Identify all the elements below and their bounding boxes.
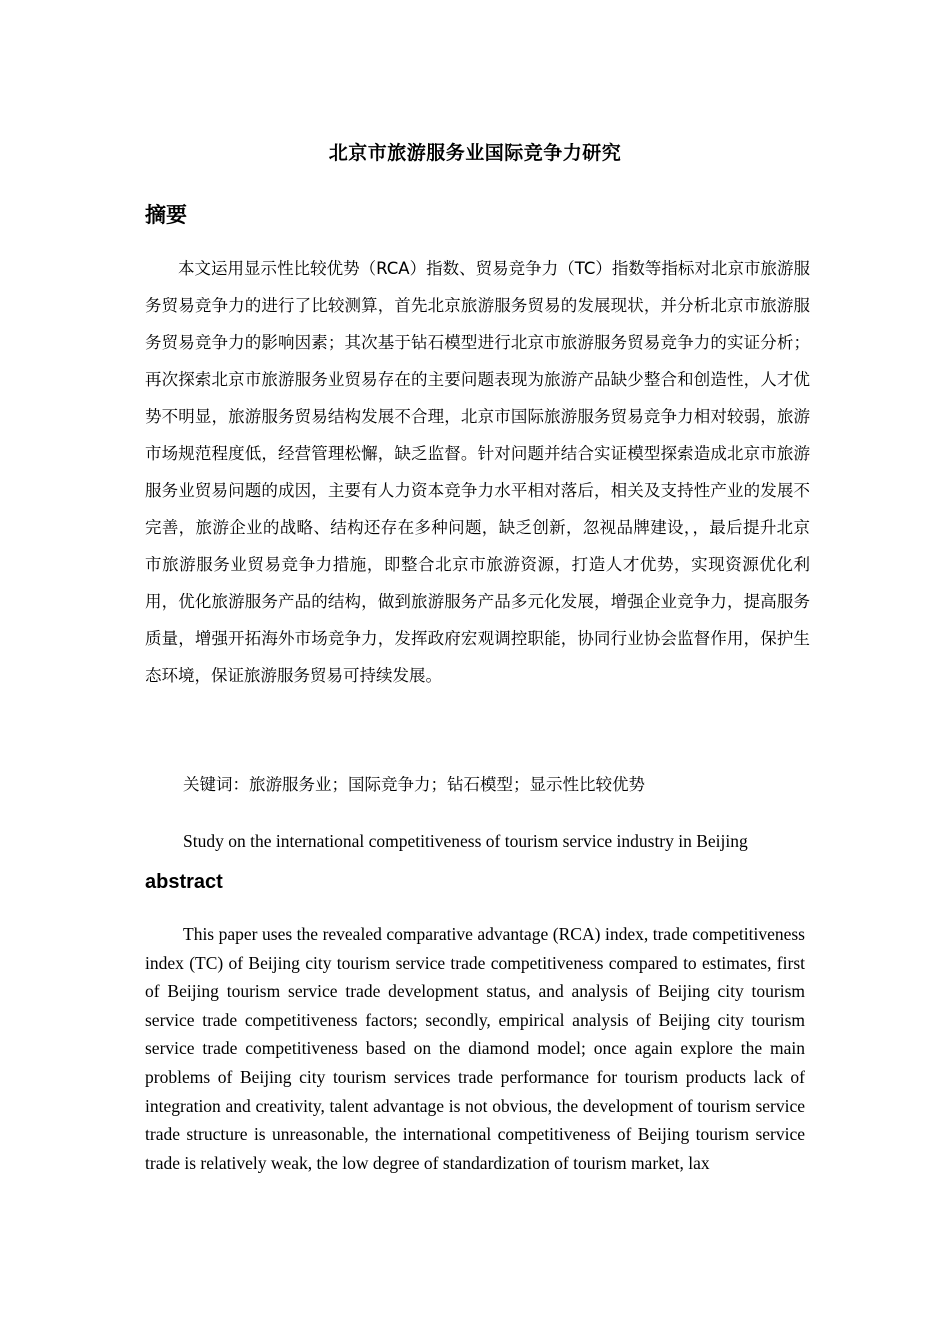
document-title-cn: 北京市旅游服务业国际竞争力研究: [328, 142, 622, 164]
document-title-en: Study on the international competitiveness of tourism service industry in Beijing: [183, 831, 748, 851]
abstract-body-en: This paper uses the revealed comparative advantage (RCA) index, trade competitiveness index (TC) of Beijing city tourism service trade competitiveness compared to estimates, first of Beijing tourism service trade development status, and analysis of Beijing city tourism service trade competitiveness factors; secondly, empirical analysis of Beijing city tourism service trade competitiveness based on the diamond model; once again explore the main problems of Beijing city tourism services trade performance for tourism products lack of integration and creativity, talent advantage is not obvious, the development of tourism service trade structure is unreasonable, the international competitiveness of Beijing tourism service trade is relatively weak, the low degree of standardization of tourism market, lax: [145, 924, 805, 1173]
abstract-heading-cn: 摘要: [145, 203, 187, 227]
abstract-body-cn: 本文运用显示性比较优势（RCA）指数、贸易竞争力（TC）指数等指标对北京市旅游服务贸易竞争力的进行了比较测算，首先北京旅游服务贸易的发展现状，并分析北京市旅游服务贸易竞争力的影响因素；其次基于钻石模型进行北京市旅游服务贸易竞争力的实证分析；再次探索北京市旅游服务业贸易存在的主要问题表现为旅游产品缺少整合和创造性，人才优势不明显，旅游服务贸易结构发展不合理，北京市国际旅游服务贸易竞争力相对较弱，旅游市场规范程度低，经营管理松懈，缺乏监督。针对问题并结合实证模型探索造成北京市旅游服务业贸易问题的成因，主要有人力资本竞争力水平相对落后，相关及支持性产业的发展不完善，旅游企业的战略、结构还存在多种问题，缺乏创新，忽视品牌建设，，最后提升北京市旅游服务业贸易竞争力措施，即整合北京市旅游资源，打造人才优势，实现资源优化利用，优化旅游服务产品的结构，做到旅游服务产品多元化发展，增强企业竞争力，提高服务质量，增强开拓海外市场竞争力，发挥政府宏观调控职能，协同行业协会监督作用，保护生态环境，保证旅游服务贸易可持续发展。: [145, 259, 810, 685]
abstract-heading-en: abstract: [145, 871, 223, 893]
keywords-cn: 关键词：旅游服务业；国际竞争力；钻石模型；显示性比较优势: [183, 775, 645, 794]
